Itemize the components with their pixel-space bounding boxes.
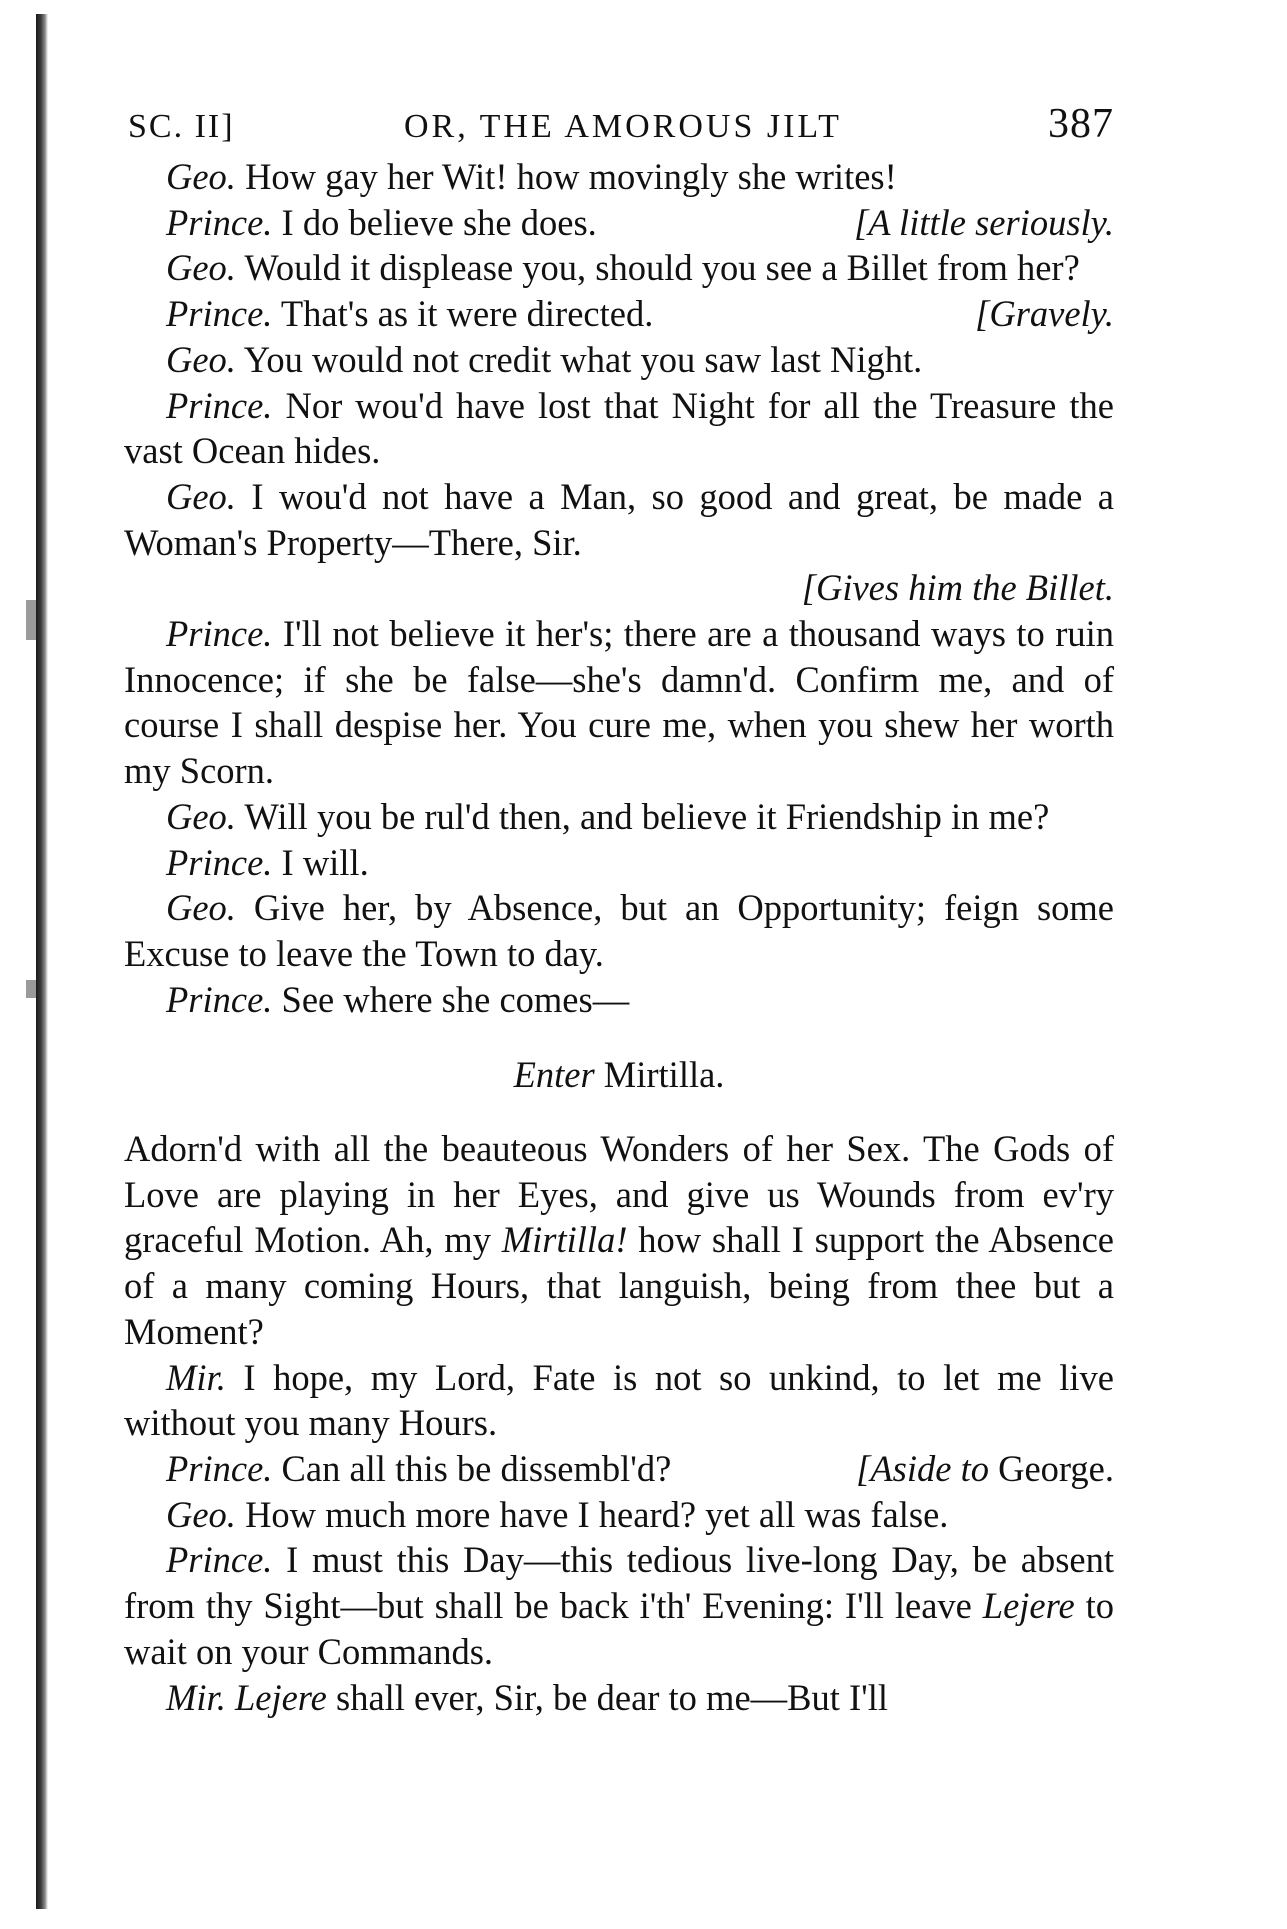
stage-direction: [A little seriously. — [854, 201, 1114, 243]
running-header — [124, 100, 1114, 154]
speaker: Prince. — [166, 613, 273, 655]
speech-text: I will. — [272, 841, 369, 883]
speech-text: That's as it were directed. — [272, 293, 654, 335]
speaker: Geo. — [166, 156, 236, 197]
speaker: Prince. — [166, 384, 273, 426]
page-binding-edge — [36, 14, 48, 1909]
speech — [124, 794, 1114, 840]
speech — [124, 1446, 1114, 1492]
speaker: Geo. — [166, 887, 236, 929]
speech — [124, 611, 1114, 794]
speaker: Mir. — [166, 1356, 226, 1398]
speech — [124, 1126, 1114, 1355]
book-page — [124, 100, 1114, 1720]
speech-text: How much more have I heard? yet all was false. — [235, 1493, 949, 1535]
speech — [124, 154, 1114, 200]
page-number: 387 — [1048, 101, 1114, 147]
speech — [124, 474, 1114, 565]
stage-direction: [Gives him the Billet. — [801, 567, 1114, 609]
scene-marker: SC. II] — [128, 108, 235, 145]
body-text — [124, 154, 1114, 1720]
speech-text: to wait on your Commands. — [124, 1585, 1114, 1672]
speech — [124, 1675, 1114, 1721]
speech-text: I wou'd not have a Man, so good and great, be made a Woman's Property—There, Sir. — [124, 475, 1114, 563]
speaker: Geo. — [166, 247, 236, 289]
entrance-direction — [124, 1052, 1114, 1098]
enter-word: Enter — [513, 1054, 595, 1096]
speech-text: how shall I support the Absence of a many coming Hours, that languish, being from thee but a Moment? — [124, 1219, 1114, 1352]
speech-text: How gay her Wit! how movingly she writes! — [235, 156, 897, 197]
speech — [124, 291, 1114, 337]
speech-text: Can all this be dissembl'd? — [272, 1447, 672, 1489]
stage-direction-italic: [Aside to — [856, 1447, 989, 1489]
speaker: Geo. — [166, 475, 236, 517]
speech-text: I'll not believe it her's; there are a thousand ways to ruin Innocence; if she be false—she's damn'd. Confirm me, and of course I shall despise her. You cure me, when you shew her worth my Scorn. — [124, 613, 1114, 792]
speech — [124, 383, 1114, 474]
speaker: Geo. — [166, 1493, 236, 1535]
speaker: Geo. — [166, 795, 236, 837]
speaker: Geo. — [166, 338, 236, 380]
speaker: Prince. — [166, 1539, 273, 1581]
speaker: Prince. — [166, 293, 273, 335]
stage-direction — [814, 1446, 1114, 1492]
speech-text: shall ever, Sir, be dear to me—But I'll — [326, 1676, 889, 1718]
stage-direction-name: George. — [988, 1447, 1114, 1489]
speech-text: I hope, my Lord, Fate is not so unkind, to let me live without you many Hours. — [124, 1356, 1114, 1444]
speech-text: Nor wou'd have lost that Night for all the Treasure the vast Ocean hides. — [124, 384, 1114, 472]
speaker: Prince. — [166, 1447, 273, 1489]
speech — [124, 245, 1114, 291]
speech — [124, 200, 1114, 246]
stage-direction-line — [124, 565, 1114, 611]
character-name: Mirtilla. — [594, 1054, 725, 1096]
speech-text: I must this Day—this tedious live-long Day, be absent from thy Sight—but shall be back i'th' Evening: I'll leave — [124, 1539, 1114, 1627]
speech-text: See where she comes— — [272, 978, 630, 1020]
running-title: OR, THE AMOROUS JILT — [404, 108, 842, 145]
stage-direction: [Gravely. — [975, 293, 1114, 335]
speaker: Mir. — [166, 1676, 226, 1718]
speech — [124, 337, 1114, 383]
speech — [124, 885, 1114, 976]
character-name-italic: Lejere — [982, 1585, 1075, 1627]
speech-text: Adorn'd with all the beauteous Wonders of her Sex. The Gods of Love are playing in her Eyes, and give us Wounds from ev'ry graceful Motion. Ah, my — [124, 1128, 1114, 1261]
speech — [124, 1492, 1114, 1538]
speech-text: I do believe she does. — [272, 201, 597, 243]
speaker: Prince. — [166, 978, 273, 1020]
binding-speck — [26, 600, 36, 640]
speech — [124, 1355, 1114, 1446]
speech — [124, 1537, 1114, 1674]
speech — [124, 977, 1114, 1023]
speaker: Prince. — [166, 201, 273, 243]
character-name-italic: Mirtilla! — [501, 1219, 628, 1261]
speech-text: You would not credit what you saw last Night. — [235, 338, 923, 380]
speech — [124, 840, 1114, 886]
speech-text: Give her, by Absence, but an Opportunity; feign some Excuse to leave the Town to day. — [124, 887, 1114, 974]
speech-text: Would it displease you, should you see a Billet from her? — [235, 247, 1080, 289]
binding-speck — [26, 980, 36, 998]
speaker: Prince. — [166, 841, 273, 883]
speech-text: Will you be rul'd then, and believe it Friendship in me? — [235, 795, 1050, 837]
character-name-italic: Lejere — [225, 1676, 327, 1718]
